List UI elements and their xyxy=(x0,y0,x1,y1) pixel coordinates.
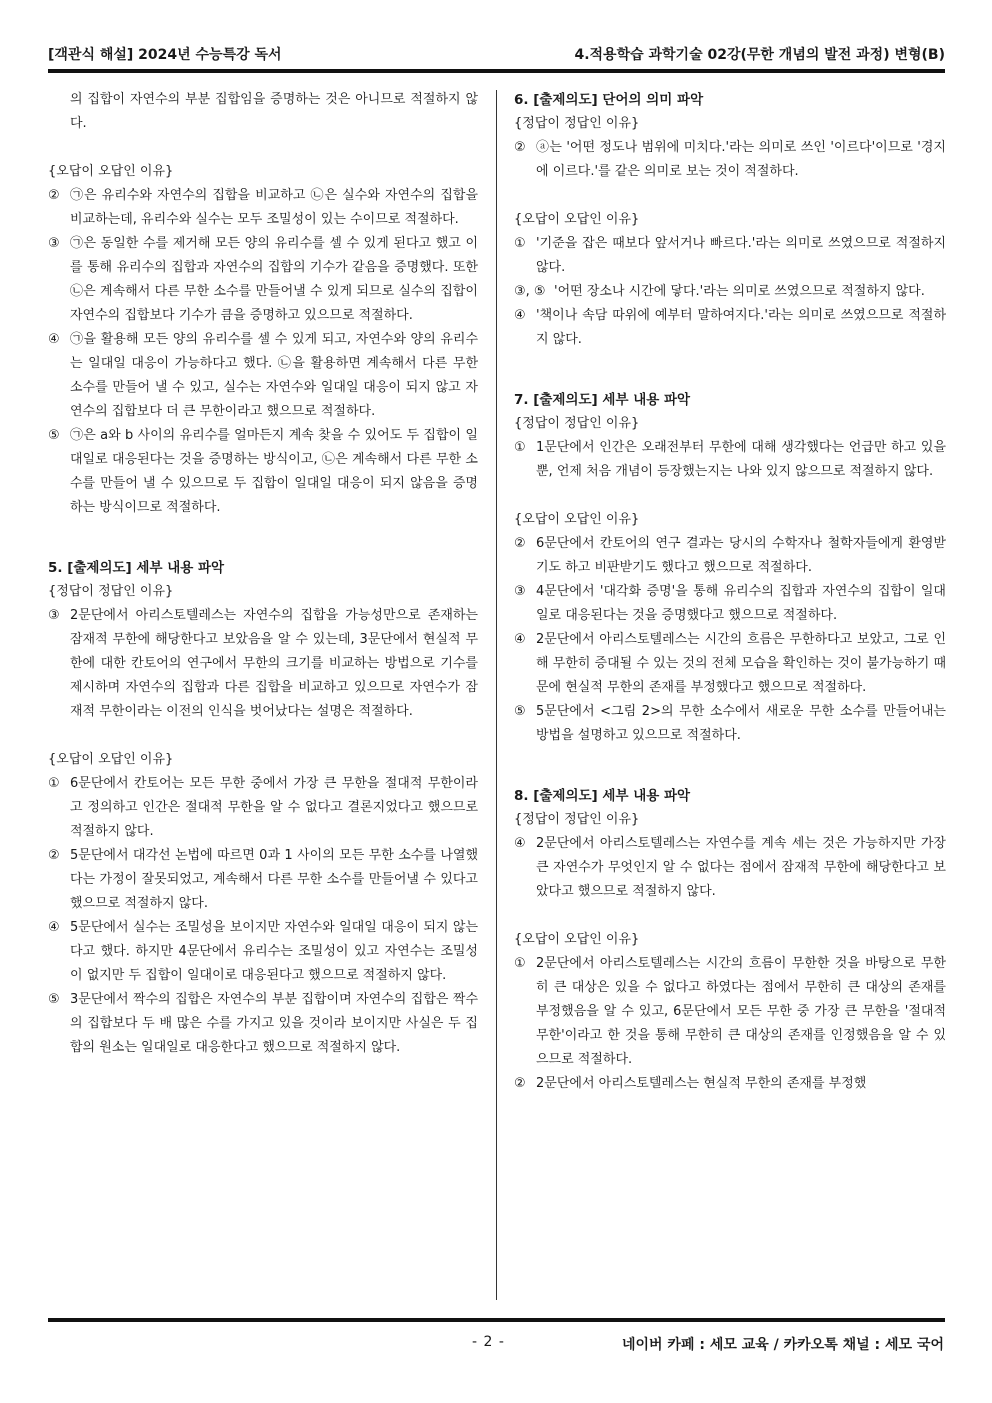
answer-item xyxy=(514,832,946,904)
item-text: 6문단에서 칸토어는 모든 무한 중에서 가장 큰 무한을 절대적 무한이라고 정의하고 인간은 절대적 무한을 알 수 없다고 결론지었다고 했으므로 적절하지 않다. xyxy=(70,776,478,839)
correct-label: {정답이 정답인 이유} xyxy=(514,812,640,827)
item-number: ④ xyxy=(48,332,60,347)
item-text: ㉠을 활용해 모든 양의 유리수를 셀 수 있게 되고, 자연수와 양의 유리수는 일대일 대응이 가능하다고 했다. ㉡을 활용하면 계속해서 다른 무한 소수를 만들어 낼 수 있고, 실수는 자연수와 일대일 대응이 되지 않고 자연수의 집합보다 더 큰 무한이라고 했으므로 적절하다. xyxy=(70,332,478,419)
header-left-title: [객관식 해설] 2024년 수능특강 독서 xyxy=(48,47,282,63)
correct-label: {정답이 정답인 이유} xyxy=(48,584,174,599)
page-number: - 2 - xyxy=(472,1334,505,1350)
item-text: 5문단에서 실수는 조밀성을 보이지만 자연수와 일대일 대응이 되지 않는다고 했다. 하지만 4문단에서 유리수는 조밀성이 있고 자연수는 조밀성이 없지만 두 집합이 일대이로 대응된다고 했으므로 적절하지 않다. xyxy=(70,920,478,983)
item-number: ⑤ xyxy=(514,704,526,719)
item-number: ② xyxy=(514,140,526,155)
item-number: ② xyxy=(514,536,526,551)
answer-item xyxy=(514,532,946,580)
answer-item xyxy=(48,844,478,916)
item-text: ㉠은 a와 b 사이의 유리수를 얼마든지 계속 찾을 수 있어도 두 집합이 일대일로 대응된다는 것을 증명하는 방식이고, ㉡은 계속해서 다른 무한 소수를 만들어 낼 수 있으므로 두 집합이 일대일 대응이 되지 않음을 증명하는 방식이므로 적절하다. xyxy=(70,428,478,515)
item-text: 4문단에서 '대각화 증명'을 통해 유리수의 집합과 자연수의 집합이 일대일로 대응된다는 것을 증명했다고 했으므로 적절하다. xyxy=(536,584,946,623)
bottom-rule xyxy=(48,1318,945,1322)
item-text: 2문단에서 아리스토텔레스는 시간의 흐름은 무한하다고 보았고, 그로 인해 무한히 증대될 수 있는 것의 전체 모습을 확인하는 것이 불가능하기 때문에 현실적 무한의 존재를 부정했다고 했으므로 적절하다. xyxy=(536,632,946,695)
wrong-label: {오답이 오답인 이유} xyxy=(514,932,640,947)
answer-item xyxy=(514,436,946,484)
answer-item xyxy=(48,988,478,1060)
header-right-title: 4.적용학습 과학기술 02강(무한 개념의 발전 과정) 변형(B) xyxy=(574,47,945,63)
item-text: '기준을 잡은 때보다 앞서거나 빠르다.'라는 의미로 쓰였으므로 적절하지 않다. xyxy=(536,236,946,275)
right-column xyxy=(514,88,946,1096)
wrong-label: {오답이 오답인 이유} xyxy=(48,752,174,767)
answer-item xyxy=(514,232,946,280)
item-text: 2문단에서 아리스토텔레스는 자연수를 계속 세는 것은 가능하지만 가장 큰 자연수가 무엇인지 알 수 없다는 점에서 잠재적 무한에 해당한다고 보았다고 했으므로 적절하지 않다. xyxy=(536,836,946,899)
answer-item xyxy=(48,916,478,988)
item-number: ① xyxy=(514,956,526,971)
item-text: 6문단에서 칸토어의 연구 결과는 당시의 수학자나 철학자들에게 환영받기도 하고 비판받기도 했다고 했으므로 적절하다. xyxy=(536,536,946,575)
item-number: ④ xyxy=(514,836,526,851)
item-text: 2문단에서 아리스토텔레스는 현실적 무한의 존재를 부정했 xyxy=(536,1076,867,1091)
item-number: ② xyxy=(48,848,60,863)
item-text: ㉠은 동일한 수를 제거해 모든 양의 유리수를 셀 수 있게 된다고 했고 이를 통해 유리수의 집합과 자연수의 집합의 기수가 같음을 증명했다. 또한 ㉡은 계속해서 다른 무한 소수를 만들어낼 수 있게 되므로 실수의 집합이 자연수의 집합보다 기수가 큼을 증명하고 있으므로 적절하다. xyxy=(70,236,478,323)
question-7-title: 7. [출제의도] 세부 내용 파악 xyxy=(514,392,691,408)
item-text: 1문단에서 인간은 오래전부터 무한에 대해 생각했다는 언급만 하고 있을 뿐, 언제 처음 개념이 등장했는지는 나와 있지 않으므로 적절하지 않다. xyxy=(536,440,946,479)
correct-label: {정답이 정답인 이유} xyxy=(514,416,640,431)
item-number: ⑤ xyxy=(48,992,60,1007)
top-rule xyxy=(48,69,945,73)
page-header xyxy=(48,44,945,66)
answer-item xyxy=(514,136,946,184)
wrong-label: {오답이 오답인 이유} xyxy=(514,212,640,227)
item-text: '책이나 속담 따위에 예부터 말하여지다.'라는 의미로 쓰였으므로 적절하지 않다. xyxy=(536,308,946,347)
item-number: ③ xyxy=(514,584,526,599)
correct-label: {정답이 정답인 이유} xyxy=(514,116,640,131)
footer-channel-info: 네이버 카페 : 세모 교육 / 카카오톡 채널 : 세모 국어 xyxy=(621,1337,944,1353)
continued-text: 의 집합이 자연수의 부분 집합임을 증명하는 것은 아니므로 적절하지 않다. xyxy=(70,92,478,131)
question-8-title: 8. [출제의도] 세부 내용 파악 xyxy=(514,788,691,804)
answer-item xyxy=(514,280,946,304)
answer-item xyxy=(48,772,478,844)
item-number: ① xyxy=(48,776,60,791)
item-number: ④ xyxy=(48,920,60,935)
item-text: 2문단에서 아리스토텔레스는 자연수의 집합을 가능성만으로 존재하는 잠재적 무한에 해당한다고 보았음을 알 수 있는데, 3문단에서 현실적 무한에 대한 칸토어의 연구에서 무한의 크기를 비교하는 방법으로 기수를 제시하며 자연수의 집합과 다른 집합을 비교하고 있으므로 자연수가 잠재적 무한이라는 이전의 인식을 벗어났다는 설명은 적절하다. xyxy=(70,608,478,719)
question-5-title: 5. [출제의도] 세부 내용 파악 xyxy=(48,560,225,576)
answer-item xyxy=(514,304,946,352)
wrong-label: {오답이 오답인 이유} xyxy=(514,512,640,527)
column-divider xyxy=(496,90,497,1300)
answer-item xyxy=(514,580,946,628)
answer-item xyxy=(48,424,478,520)
answer-item xyxy=(48,232,478,328)
item-number: ⑤ xyxy=(48,428,60,443)
item-text: '어떤 장소나 시간에 닿다.'라는 의미로 쓰였으므로 적절하지 않다. xyxy=(554,284,925,299)
answer-item xyxy=(514,628,946,700)
answer-item xyxy=(48,184,478,232)
left-column xyxy=(48,88,478,1060)
item-number: ④ xyxy=(514,308,526,323)
item-text: 3문단에서 짝수의 집합은 자연수의 부분 집합이며 자연수의 집합은 짝수의 집합보다 두 배 많은 수를 가지고 있을 것이라 보이지만 사실은 두 집합의 원소는 일대일로 대응한다고 했으므로 적절하지 않다. xyxy=(70,992,478,1055)
question-6-title: 6. [출제의도] 단어의 의미 파악 xyxy=(514,92,704,108)
answer-item xyxy=(514,700,946,748)
item-text: 2문단에서 아리스토텔레스는 시간의 흐름이 무한한 것을 바탕으로 무한히 큰 대상은 있을 수 없다고 하였다는 점에서 무한히 큰 대상의 존재를 부정했음을 알 수 있고, 6문단에서 모든 무한 중 가장 큰 무한을 '절대적 무한'이라고 한 것을 통해 무한히 큰 대상의 존재를 인정했음을 알 수 있으므로 적절하다. xyxy=(536,956,946,1067)
answer-item xyxy=(48,604,478,724)
item-number: ② xyxy=(514,1076,526,1091)
item-number: ④ xyxy=(514,632,526,647)
item-number: ② xyxy=(48,188,60,203)
answer-item xyxy=(514,952,946,1072)
item-text: 5문단에서 대각선 논법에 따르면 0과 1 사이의 모든 무한 소수를 나열했다는 가정이 잘못되었고, 계속해서 다른 무한 소수를 만들어낼 수 있다고 했으므로 적절하지 않다. xyxy=(70,848,478,911)
answer-item xyxy=(514,1072,946,1096)
answer-item xyxy=(48,328,478,424)
item-number: ① xyxy=(514,440,526,455)
item-text: ㉠은 유리수와 자연수의 집합을 비교하고 ㉡은 실수와 자연수의 집합을 비교하는데, 유리수와 실수는 모두 조밀성이 있는 수이므로 적절하다. xyxy=(70,188,478,227)
item-number: ③, ⑤ xyxy=(514,284,546,299)
item-number: ① xyxy=(514,236,526,251)
wrong-label: {오답이 오답인 이유} xyxy=(48,164,174,179)
item-number: ③ xyxy=(48,236,60,251)
item-text: 5문단에서 <그림 2>의 무한 소수에서 새로운 무한 소수를 만들어내는 방법을 설명하고 있으므로 적절하다. xyxy=(536,704,946,743)
item-number: ③ xyxy=(48,608,60,623)
item-text: ⓐ는 '어떤 정도나 범위에 미치다.'라는 의미로 쓰인 '이르다'이므로 '경지에 이르다.'를 같은 의미로 보는 것이 적절하다. xyxy=(536,140,946,179)
